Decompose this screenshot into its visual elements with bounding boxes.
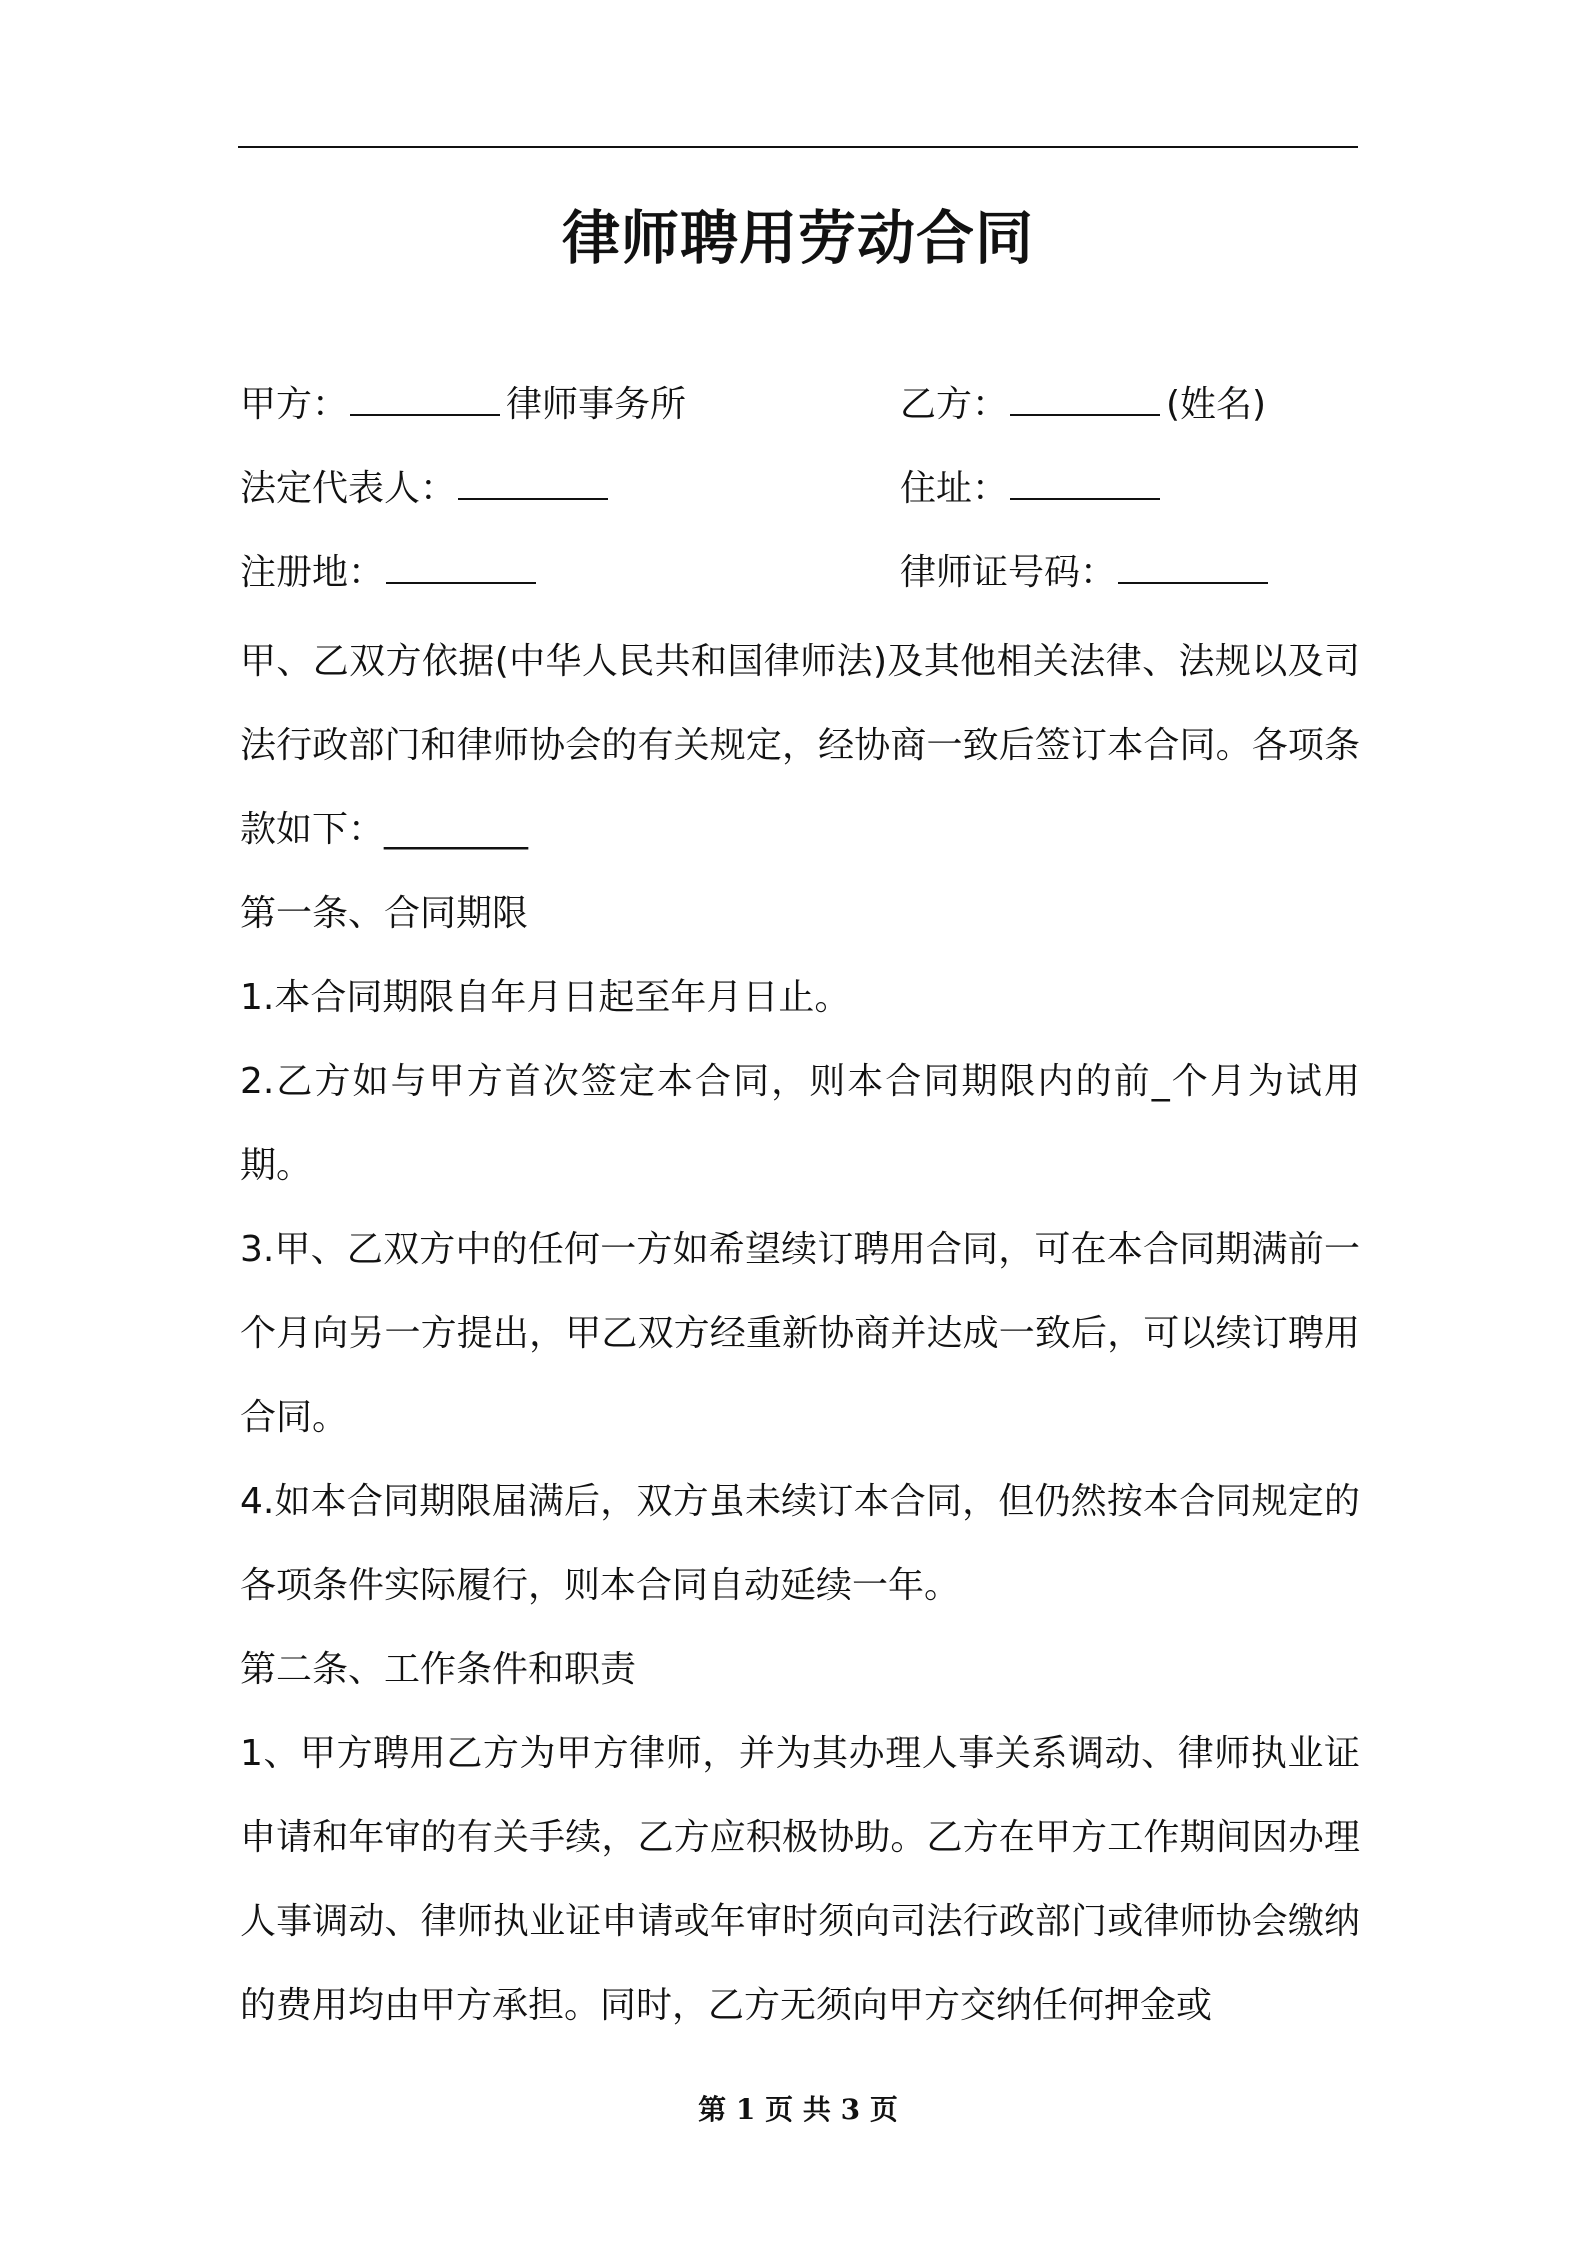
legal-rep-field (240, 464, 614, 514)
party-b-label: 乙方： (900, 384, 1009, 425)
intro-paragraph: 甲、乙双方依据(中华人民共和国律师法)及其他相关法律、法规以及司法行政部门和律师协会的有关规定，经协商一致后签订本合同。各项条款如下：________ (240, 641, 1360, 850)
article-1-clause-4: 4.如本合同期限届满后，双方虽未续订本合同，但仍然按本合同规定的各项条件实际履行，则本合同自动延续一年。 (240, 1481, 1360, 1606)
address-field (900, 464, 1166, 514)
page-footer: 第 1 页 共 3 页 (698, 2093, 898, 2126)
party-a-label: 甲方： (240, 384, 349, 425)
address-label: 住址： (900, 468, 1009, 509)
header-rule (238, 146, 1358, 148)
article-2-clause-1: 1、甲方聘用乙方为甲方律师，并为其办理人事关系调动、律师执业证申请和年审的有关手续，乙方应积极协助。乙方在甲方工作期间因办理人事调动、律师执业证申请或年审时须向司法行政部门或律师协会缴纳的费用均由甲方承担。同时，乙方无须向甲方交纳任何押金或 (240, 1733, 1360, 2026)
license-field (900, 548, 1274, 598)
license-blank (1118, 552, 1268, 584)
registered-field (240, 548, 542, 598)
article-1-heading: 第一条、合同期限 (240, 893, 529, 934)
legal-rep-label: 法定代表人： (240, 468, 457, 509)
article-1-clause-1: 1.本合同期限自年月日起至年月日止。 (240, 977, 851, 1018)
party-a-suffix: 律师事务所 (506, 384, 687, 425)
registered-blank (386, 552, 536, 584)
address-blank (1010, 468, 1160, 500)
document-title: 律师聘用劳动合同 (561, 204, 1034, 272)
article-2-heading: 第二条、工作条件和职责 (240, 1649, 637, 1690)
legal-rep-blank (458, 468, 608, 500)
article-1-clause-2: 2.乙方如与甲方首次签定本合同，则本合同期限内的前_个月为试用期。 (240, 1061, 1360, 1186)
party-b-field (900, 380, 1266, 430)
article-1-clause-3: 3.甲、乙双方中的任何一方如希望续订聘用合同，可在本合同期满前一个月向另一方提出，甲乙双方经重新协商并达成一致后，可以续订聘用合同。 (240, 1229, 1360, 1438)
party-b-blank (1010, 384, 1160, 416)
contract-body (240, 620, 1360, 2048)
party-b-suffix: (姓名) (1166, 384, 1267, 425)
party-a-field (240, 380, 686, 430)
registered-label: 注册地： (240, 552, 385, 593)
party-a-blank (350, 384, 500, 416)
license-label: 律师证号码： (900, 552, 1117, 593)
